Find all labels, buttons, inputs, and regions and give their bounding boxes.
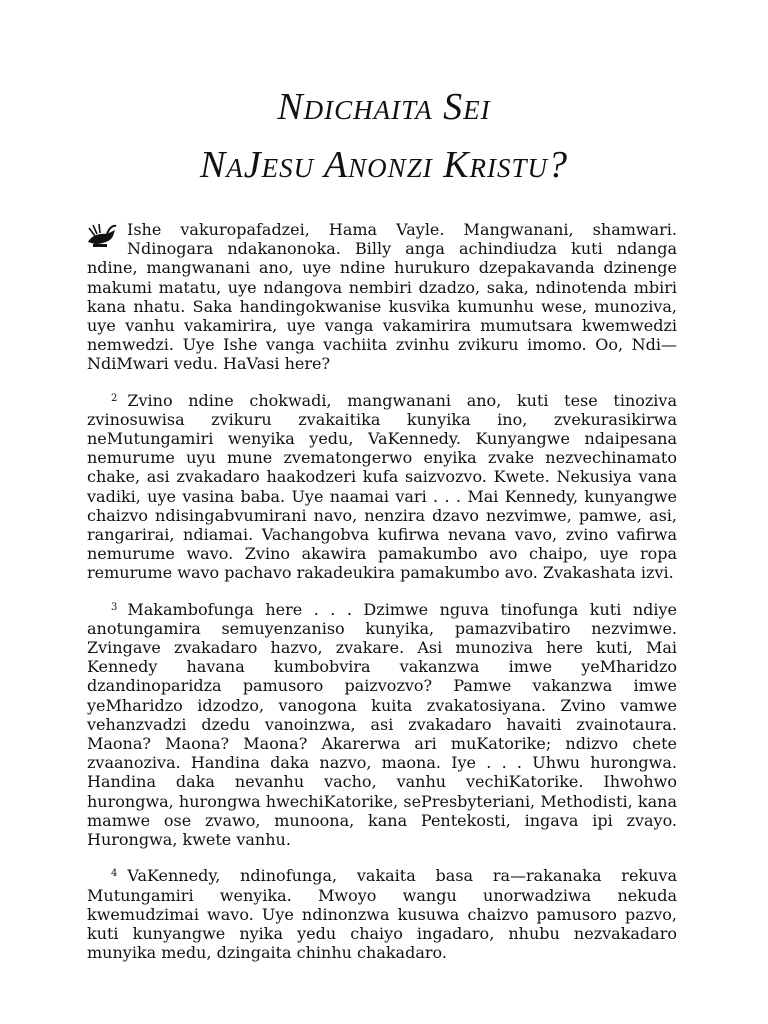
paragraph-number: 2 bbox=[111, 392, 118, 404]
paragraph-3 bbox=[87, 598, 677, 850]
paragraph-number: 3 bbox=[111, 601, 118, 613]
title-line-1: Ndichaita Sei bbox=[277, 86, 491, 128]
paragraph-4 bbox=[87, 864, 677, 962]
paragraph-1 bbox=[87, 220, 677, 374]
paragraph-number: 4 bbox=[111, 868, 118, 880]
paragraph-text: Zvino ndine chokwadi, mangwanani ano, kuti tese tinoziva zvinosuwisa zvikuru zvakaitika kunyika ino, zvekurasikirwa neMutungamiri wenyika yedu, VaKennedy. Kunyangwe ndaipesana nemurume uyu mune zvematongerwo enyika zvake nezvechinamato chake, asi zvakadaro haakodzeri kufa saizvozvo. Kwete. Nekusiya vana vadiki, uye vasina baba. Uye naamai vari . . . Mai Kennedy, kunyangwe chaizvo ndisingabvumirani navo, nenzira dzavo nezvimwe, pamwe, asi, rangarirai, ndiamai. Vachangobva kufirwa nevana vavo, zvino vafirwa nemurume wavo. Zvino akawira pamakumbo avo chaipo, uye ropa remurume wavo pachavo rakadeukira pamakumbo avo. Zvakashata izvi. bbox=[87, 390, 677, 583]
title-line-2: NaJesu Anonzi Kristu? bbox=[199, 144, 569, 186]
sermon-body bbox=[87, 220, 677, 977]
paragraph-2 bbox=[87, 389, 677, 583]
paragraph-text: Makambofunga here . . . Dzimwe nguva tinofunga kuti ndiye anotungamira semuyenzaniso kunyika, pamazvibatiro nezvimwe. Zvingave zvakadaro hazvo, zvakare. Asi munoziva here kuti, Mai Kennedy havana kumbobvira vakanzwa imwe yeMharidzo dzandinoparidza pamusoro paizvozvo? Pamwe vakanzwa imwe yeMharidzo idzodzo, vanogona kuita zvakatosiyana. Zvino vamwe vehanzvadzi dzedu vanoinzwa, asi zvakadaro havaiti zvainotaura. Maona? Maona? Maona? Akarerwa ari muKatorike; ndizvo chete zvaanoziva. Handina daka nazvo, maona. Iye . . . Uhwu hurongwa. Handina daka nevanhu vacho, vanhu vechiKatorike. Ihwohwo hurongwa, hurongwa hwechiKatorike, sePresbyteriani, Methodisti, kana mamwe ose zvawo, munoona, kana Pentekosti, ingava ipi zvayo. Hurongwa, kwete vanhu. bbox=[87, 599, 677, 850]
paragraph-text: Ishe vakuropafadzei, Hama Vayle. Mangwanani, shamwari. Ndinogara ndakanonoka. Billy anga achindiudza kuti ndanga ndine, mangwanani ano, uye ndine hurukuro dzepakavanda dzinenge makumi matatu, uye ndangova nembiri dzadzo, saka, ndinotenda mbiri kana nhatu. Saka handingokwanise kusvika kumunhu wese, munoziva, uye vanhu vakamirira, uye vanga vakamirira mumutsara kwemwedzi nemwedzi. Uye Ishe vanga vachiita zvinhu zvikuru imomo. Oo, Ndi—NdiMwari vedu. HaVasi here? bbox=[87, 220, 677, 374]
lamp-icon bbox=[85, 222, 119, 248]
paragraph-text: VaKennedy, ndinofunga, vakaita basa ra—rakanaka rekuva Mutungamiri wenyika. Mwoyo wangu unorwadziwa nekuda kwemudzimai wavo. Uye ndinonzwa kusuwa chaizvo pamusoro pazvo, kuti kunyangwe nyika yedu chaiyo ingadaro, nhubu nezvakadaro munyika medu, dzingaita chinhu chakadaro. bbox=[87, 866, 677, 963]
